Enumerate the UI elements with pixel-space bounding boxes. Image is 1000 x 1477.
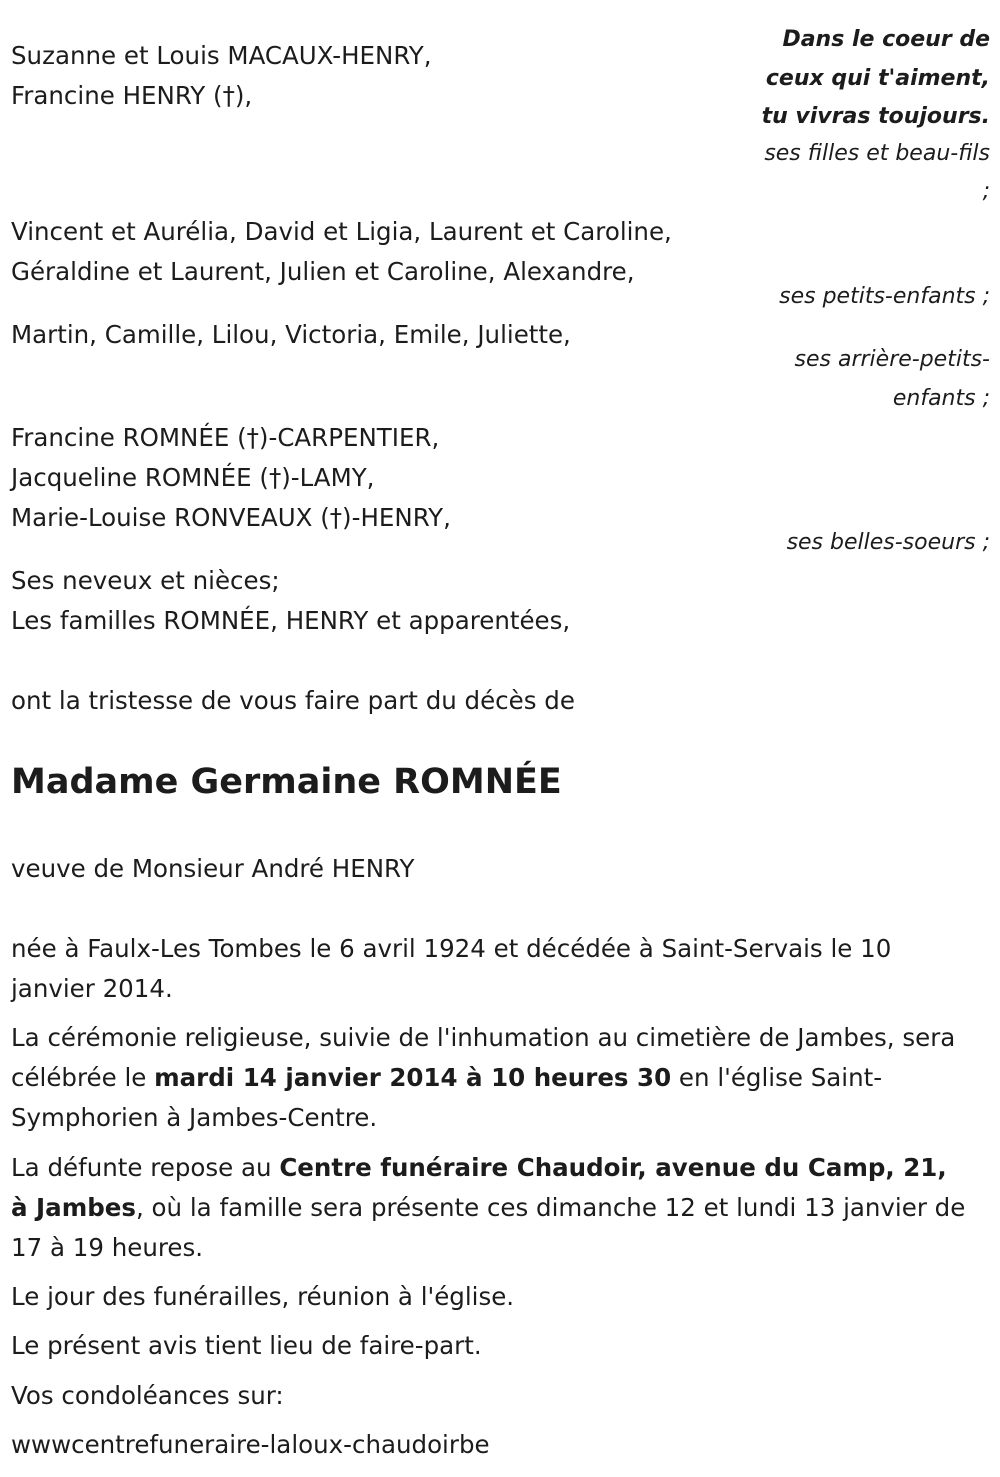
family-line: Ses neveux et nièces; xyxy=(11,566,280,595)
relation-label: ses filles et beau-fils xyxy=(764,141,990,166)
repose-hours: , où la famille sera présente ces dimanche 12 et lundi 13 janvier de 17 à 19 heures. xyxy=(11,1193,966,1262)
relation-label: enfants ; xyxy=(892,386,990,411)
repose-location: Centre funéraire Chaudoir, avenue du Camp, 21, à Jambes xyxy=(11,1153,947,1222)
family-line: Francine HENRY (†), xyxy=(11,81,253,110)
family-line: Les familles ROMNÉE, HENRY et apparentées, xyxy=(11,606,571,635)
family-line: Suzanne et Louis MACAUX-HENRY, xyxy=(11,41,432,70)
condolences-label: Vos condoléances sur: xyxy=(11,1381,284,1410)
condolences-website-link[interactable]: wwwcentrefuneraire-laloux-chaudoirbe xyxy=(11,1430,490,1459)
relation-label: ses belles-soeurs ; xyxy=(786,530,990,555)
ceremony-paragraph xyxy=(11,1018,971,1138)
family-line: Marie-Louise RONVEAUX (†)-HENRY, xyxy=(11,503,451,532)
ceremony-text: La cérémonie religieuse, suivie de l'inhumation au cimetière de Jambes, sera célébrée le xyxy=(11,1023,956,1092)
repose-text: La défunte repose au xyxy=(11,1153,280,1182)
family-line: Vincent et Aurélia, David et Ligia, Laurent et Caroline, xyxy=(11,217,672,246)
family-line: Géraldine et Laurent, Julien et Caroline, Alexandre, xyxy=(11,257,635,286)
church-meeting-text: Le jour des funérailles, réunion à l'église. xyxy=(11,1282,515,1311)
relation-label: ses petits-enfants ; xyxy=(779,284,990,309)
deceased-name: Madame Germaine ROMNÉE xyxy=(11,762,562,802)
relation-label: ; xyxy=(982,179,990,204)
motto-line: tu vivras toujours. xyxy=(761,104,990,129)
birth-death-paragraph: née à Faulx-Les Tombes le 6 avril 1924 et décédée à Saint-Servais le 10 janvier 2014. xyxy=(11,934,892,1003)
notice-text: Le présent avis tient lieu de faire-part. xyxy=(11,1331,482,1360)
motto-line: Dans le coeur de xyxy=(782,27,990,52)
motto-line: ceux qui t'aiment, xyxy=(765,66,990,91)
ceremony-place: en l'église Saint-Symphorien à Jambes-Centre. xyxy=(11,1063,883,1132)
family-line: Jacqueline ROMNÉE (†)-LAMY, xyxy=(11,463,375,492)
family-line: Francine ROMNÉE (†)-CARPENTIER, xyxy=(11,423,440,452)
relation-label: ses arrière-petits- xyxy=(794,347,990,372)
ceremony-date: mardi 14 janvier 2014 à 10 heures 30 xyxy=(154,1063,672,1092)
widow-of-text: veuve de Monsieur André HENRY xyxy=(11,854,415,883)
announcement-text: ont la tristesse de vous faire part du décès de xyxy=(11,686,575,715)
repose-paragraph xyxy=(11,1148,971,1268)
family-line: Martin, Camille, Lilou, Victoria, Emile, Juliette, xyxy=(11,320,571,349)
